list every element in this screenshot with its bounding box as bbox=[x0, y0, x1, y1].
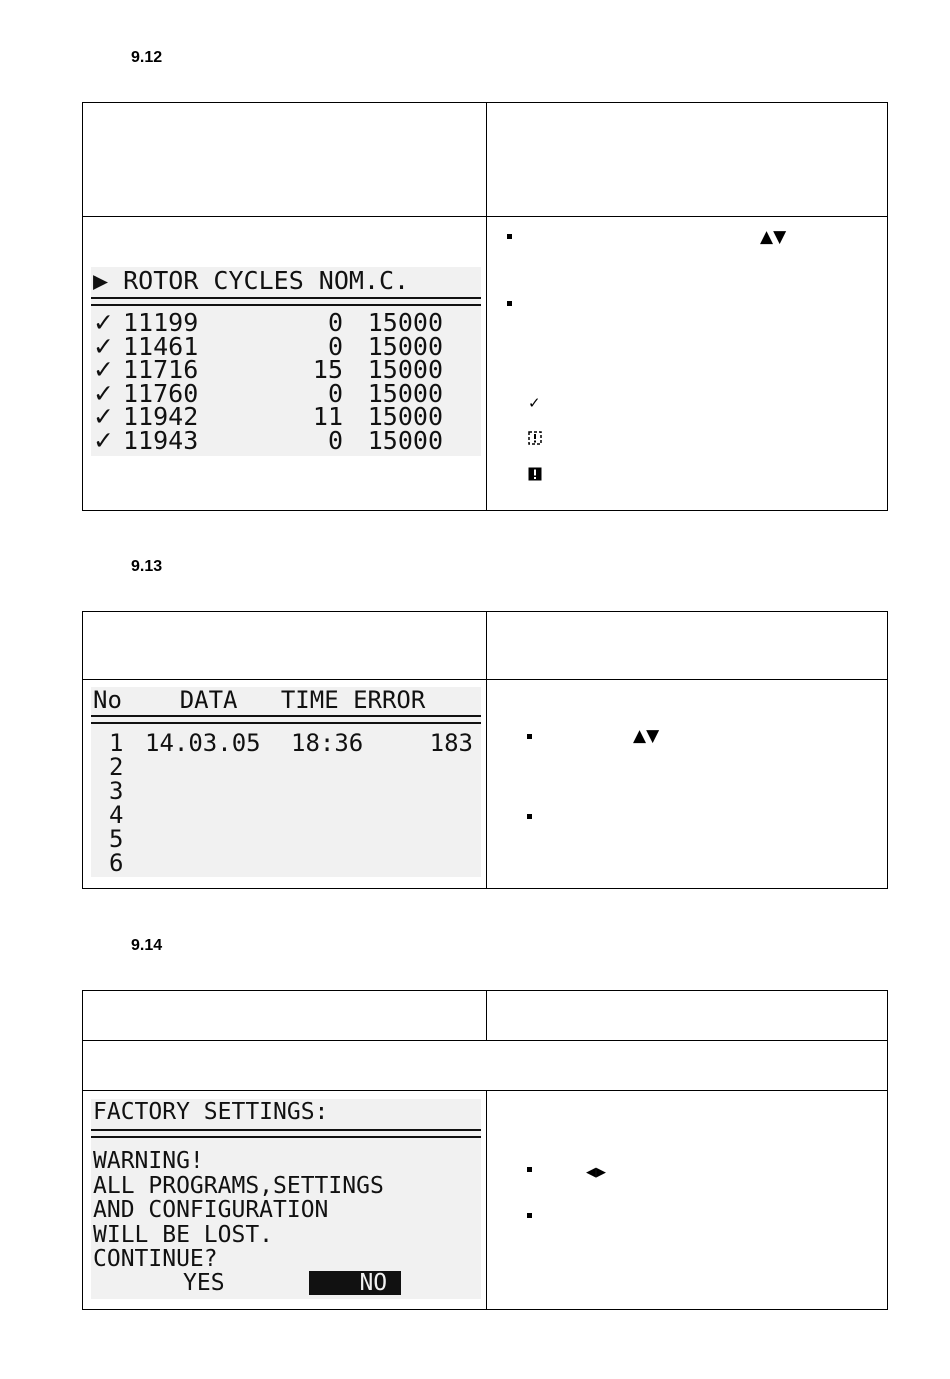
lcd-error-log bbox=[91, 687, 481, 877]
lcd-header-underline bbox=[91, 297, 481, 306]
lcd-title: FACTORY SETTINGS: bbox=[93, 1099, 329, 1125]
error-log-row bbox=[109, 755, 145, 779]
cycles-value: 0 bbox=[327, 378, 343, 408]
check-icon: ✓ bbox=[93, 331, 114, 361]
error-error: 183 bbox=[429, 729, 473, 757]
bullet-2 bbox=[527, 1213, 532, 1218]
lcd-header-text: ROTOR CYCLES NOM.C. bbox=[123, 267, 410, 295]
column-divider-bottom bbox=[486, 1090, 487, 1309]
no-option-selected[interactable] bbox=[309, 1271, 401, 1295]
left-right-arrows-icon: ◀▶ bbox=[586, 1165, 606, 1180]
error-number: 1 bbox=[109, 729, 124, 757]
warning-line: WARNING! bbox=[93, 1148, 204, 1174]
cycles-value: 0 bbox=[327, 308, 343, 337]
table-9-13 bbox=[82, 611, 888, 889]
up-down-arrows-icon: ▲▼ bbox=[760, 227, 787, 247]
check-icon: ✓ bbox=[528, 394, 541, 412]
error-number: 5 bbox=[109, 825, 124, 853]
lcd-header-row bbox=[93, 267, 409, 295]
check-icon: ✓ bbox=[93, 308, 114, 337]
error-number: 4 bbox=[109, 801, 124, 829]
warning-line: CONTINUE? bbox=[93, 1246, 218, 1272]
warning-outline-icon bbox=[528, 430, 542, 444]
error-log-row bbox=[109, 731, 473, 755]
error-log-row bbox=[109, 851, 145, 875]
row-divider-2 bbox=[83, 1090, 887, 1091]
rotor-id: 11942 bbox=[123, 402, 199, 431]
row-divider bbox=[83, 216, 887, 217]
error-date: 14.03.05 bbox=[145, 729, 261, 757]
warning-line: WILL BE LOST. bbox=[93, 1221, 274, 1248]
table-9-14 bbox=[82, 990, 888, 1310]
column-divider-top bbox=[486, 991, 487, 1040]
no-option-label: NO bbox=[359, 1270, 388, 1296]
yes-option[interactable]: YES bbox=[183, 1270, 225, 1296]
bullet-2 bbox=[527, 814, 532, 819]
column-divider bbox=[486, 612, 487, 888]
section-number-9-14: 9.14 bbox=[131, 937, 163, 954]
nominal-cycles-value: 15000 bbox=[367, 402, 443, 431]
up-down-arrows-icon: ▲▼ bbox=[633, 726, 660, 746]
bullet-2 bbox=[507, 301, 512, 306]
warning-filled-icon bbox=[528, 466, 542, 480]
check-icon: ✓ bbox=[93, 378, 114, 408]
cycles-value: 0 bbox=[327, 331, 343, 361]
nominal-cycles-value: 15000 bbox=[367, 331, 443, 361]
lcd-header-text: No DATA TIME ERROR bbox=[93, 687, 426, 714]
warning-line: AND CONFIGURATION bbox=[93, 1197, 329, 1223]
bullet-1 bbox=[507, 234, 512, 239]
table-9-12 bbox=[82, 102, 888, 511]
error-log-row bbox=[109, 779, 145, 803]
nominal-cycles-value: 15000 bbox=[367, 308, 443, 337]
warning-line: ALL PROGRAMS,SETTINGS bbox=[93, 1172, 384, 1199]
section-number-9-13: 9.13 bbox=[131, 558, 163, 575]
error-number: 6 bbox=[109, 849, 124, 877]
rotor-id: 11461 bbox=[123, 331, 199, 361]
rotor-id: 11716 bbox=[123, 355, 199, 384]
lcd-header-underline bbox=[91, 715, 481, 724]
column-divider bbox=[486, 103, 487, 510]
check-icon: ✓ bbox=[93, 402, 114, 431]
cursor-arrow-icon: ▶ bbox=[93, 267, 109, 295]
nominal-cycles-value: 15000 bbox=[367, 378, 443, 408]
error-number: 2 bbox=[109, 753, 124, 781]
row-divider bbox=[83, 679, 887, 680]
lcd-rotor-cycles bbox=[91, 267, 481, 456]
error-time: 18:36 bbox=[291, 729, 364, 757]
check-icon: ✓ bbox=[93, 425, 114, 455]
rotor-row bbox=[93, 425, 443, 455]
bullet-1 bbox=[527, 1167, 532, 1172]
check-icon: ✓ bbox=[93, 355, 114, 384]
rotor-id: 11199 bbox=[123, 308, 199, 337]
nominal-cycles-value: 15000 bbox=[367, 355, 443, 384]
rotor-id: 11760 bbox=[123, 378, 199, 408]
cycles-value: 11 bbox=[312, 402, 343, 431]
rotor-id: 11943 bbox=[123, 425, 199, 455]
error-log-row bbox=[109, 803, 145, 827]
bullet-1 bbox=[527, 734, 532, 739]
lcd-factory-settings bbox=[91, 1099, 481, 1299]
cycles-value: 15 bbox=[312, 355, 343, 384]
error-log-row bbox=[109, 827, 145, 851]
section-number-9-12: 9.12 bbox=[131, 49, 163, 66]
row-divider-1 bbox=[83, 1040, 887, 1041]
nominal-cycles-value: 15000 bbox=[367, 425, 443, 455]
cycles-value: 0 bbox=[327, 425, 343, 455]
lcd-title-underline bbox=[91, 1129, 481, 1138]
error-number: 3 bbox=[109, 777, 124, 805]
